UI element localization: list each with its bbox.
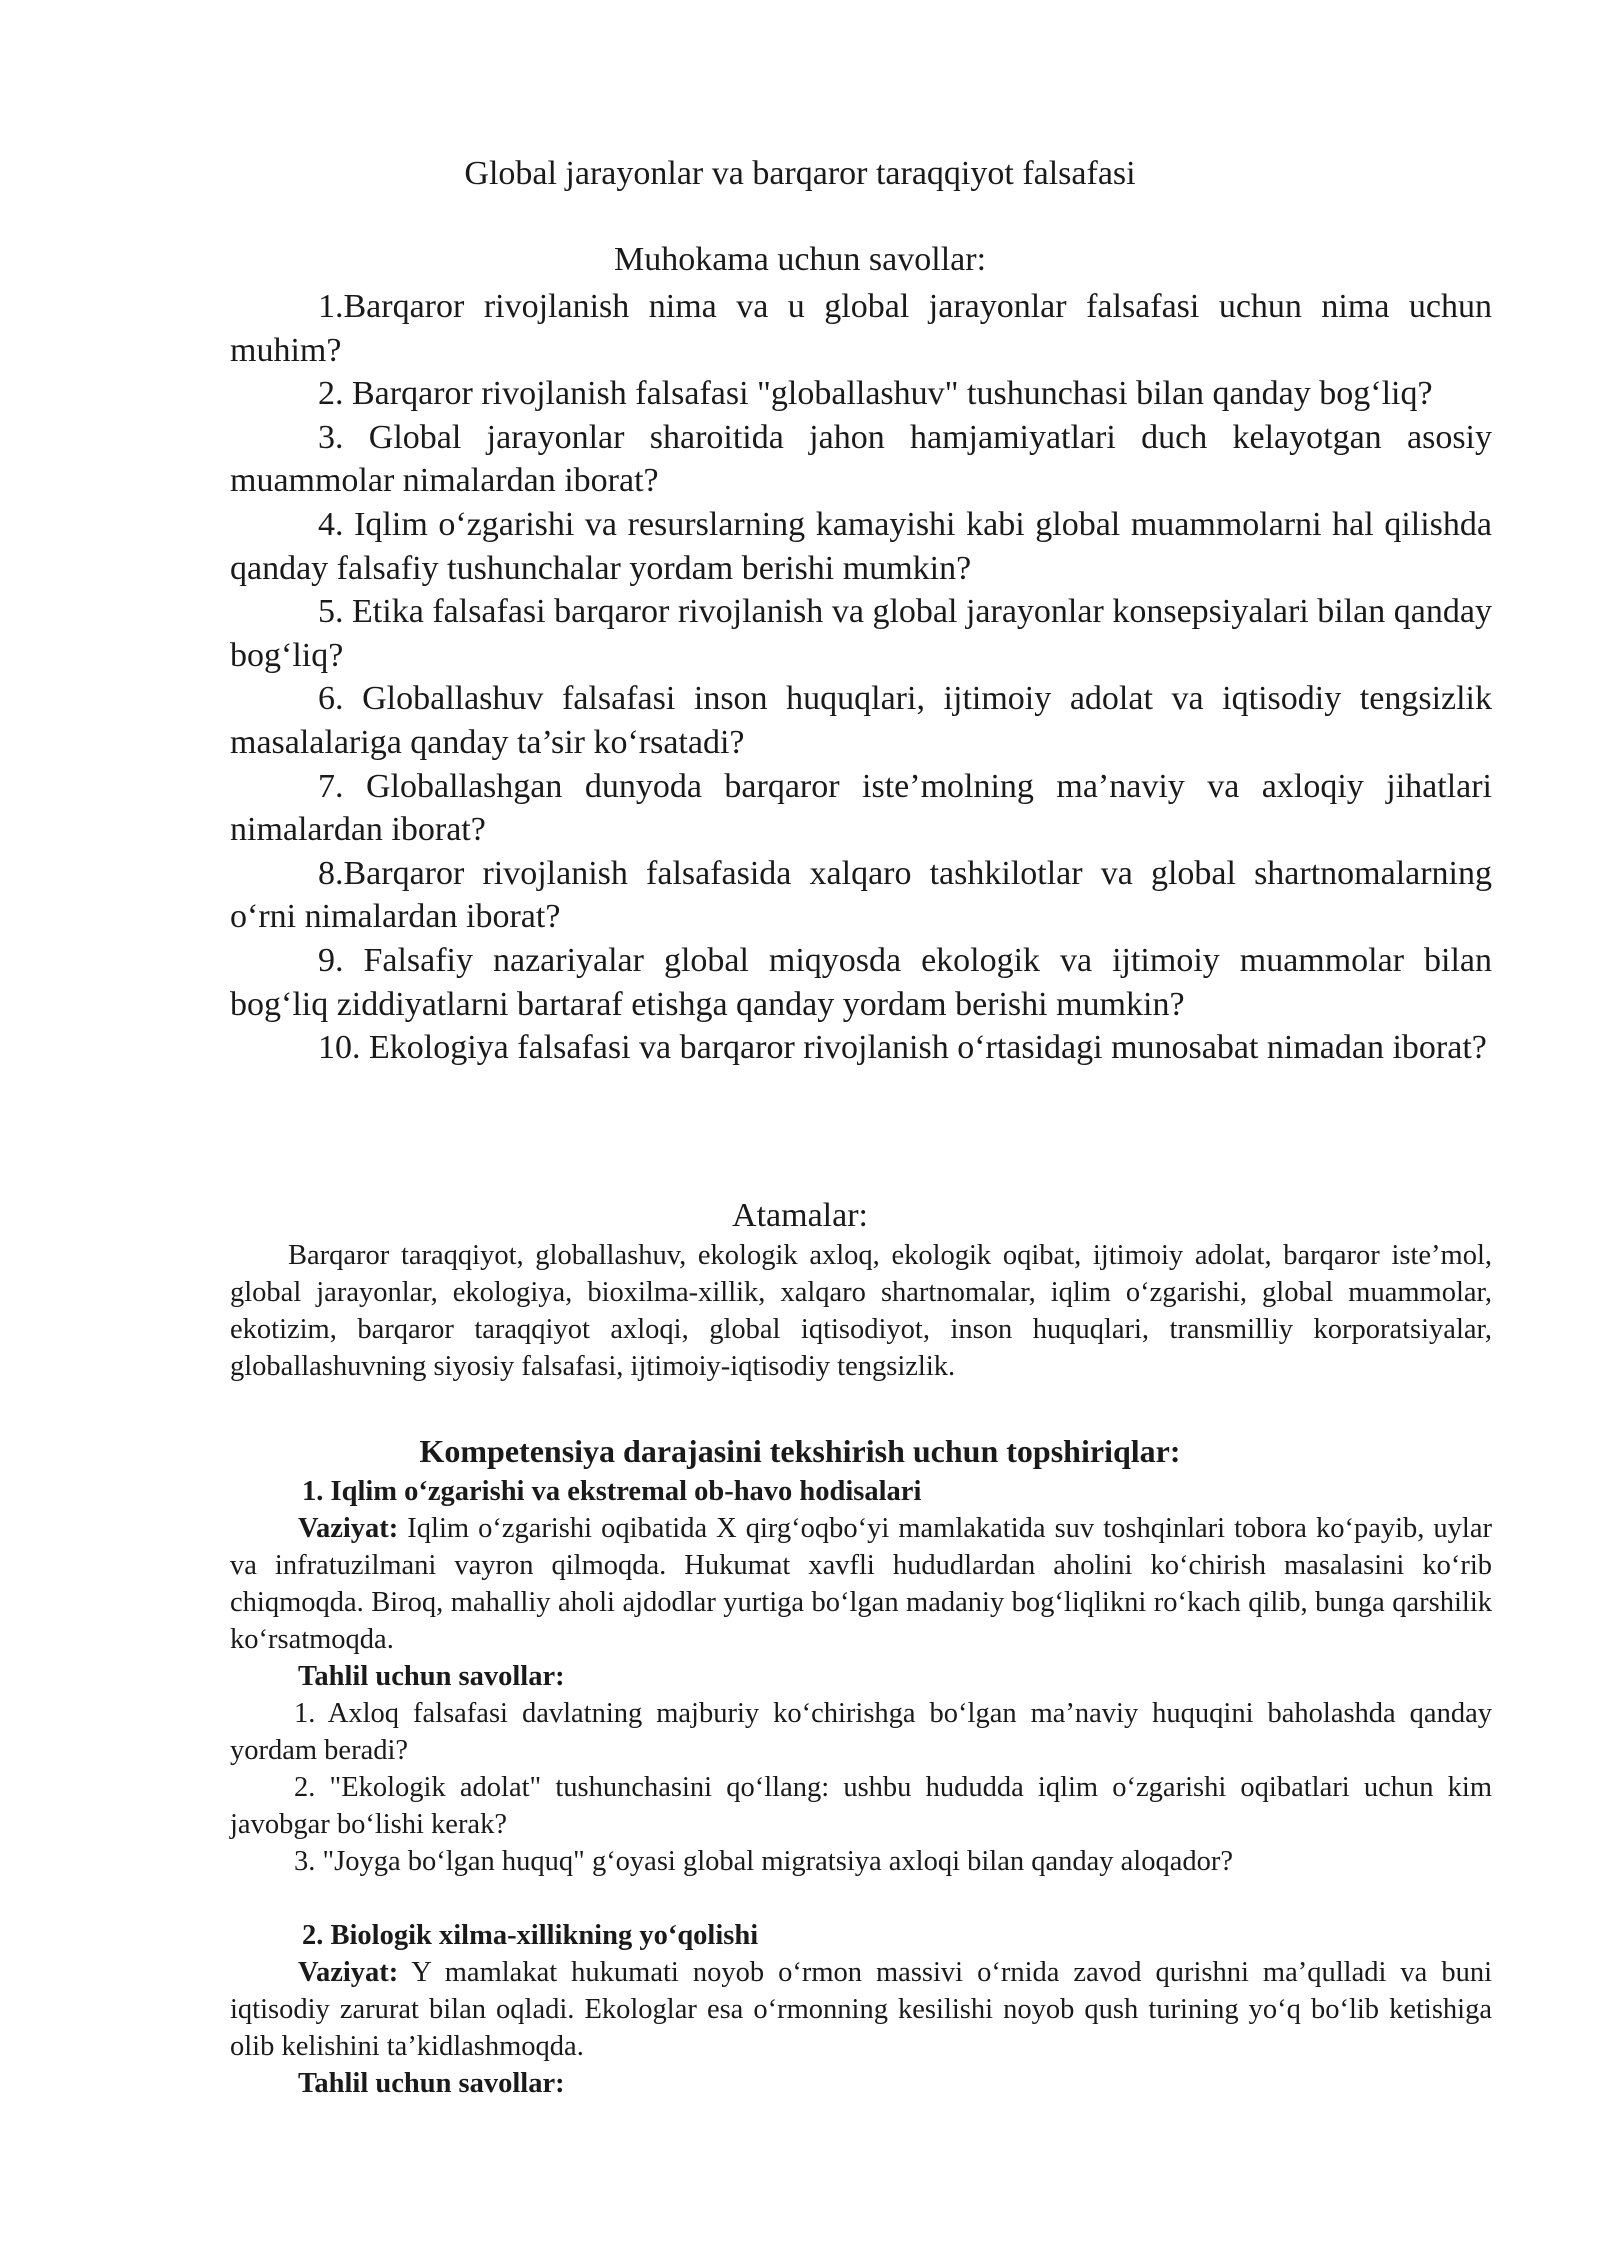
terms-list: Barqaror taraqqiyot, globallashuv, ekologik axloq, ekologik oqibat, ijtimoiy adolat, barqaror iste’mol, global jarayonlar, ekologiya, bioxilma-xillik, xalqaro shartnomalar, iqlim o‘zgarishi, global muammolar, ekotizim, barqaror taraqqiyot axloqi, global iqtisodiyot, inson huquqlari, transmilliy korporatsiyalar, globallashuvning siyosiy falsafasi, ijtimoiy-iqtisodiy tengsizlik. <box>230 1240 1492 1382</box>
situation-label: Vaziyat: <box>298 1957 399 1988</box>
discussion-heading: Muhokama uchun savollar: <box>613 241 987 278</box>
analysis-label: Tahlil uchun savollar: <box>298 1661 565 1692</box>
case-situation <box>230 1954 1492 2065</box>
analysis-label: Tahlil uchun savollar: <box>298 2068 565 2099</box>
competency-heading: Kompetensiya darajasini tekshirish uchun topshiriqlar: <box>419 1433 1181 1469</box>
case-study-2 <box>230 1917 1492 2102</box>
case-study-1 <box>230 1473 1492 1880</box>
discussion-questions <box>230 285 1492 1070</box>
question-item: 4. Iqlim o‘zgarishi va resurslarning kamayishi kabi global muammolarni hal qilishda qanday falsafiy tushunchalar yordam berishi mumkin? <box>230 505 1492 587</box>
analysis-question: 1. Axloq falsafasi davlatning majburiy ko‘chirishga bo‘lgan ma’naviy huquqini baholashda qanday yordam beradi? <box>230 1698 1492 1766</box>
situation-text: Iqlim o‘zgarishi oqibatida X qirg‘oqbo‘yi mamlakatida suv toshqinlari tobora ko‘payib, uylar va infratuzilmani vayron qilmoqda. Hukumat xavfli hududlardan aholini ko‘chirish masalasini ko‘rib chiqmoqda. Biroq, mahalliy aholi ajdodlar yurtiga bo‘lgan madaniy bog‘liqlikni ro‘kach qilib, bunga qarshilik ko‘rsatmoqda. <box>230 1513 1492 1655</box>
case-title: 1. Iqlim o‘zgarishi va ekstremal ob-havo hodisalari <box>302 1476 922 1507</box>
question-item: 3. Global jarayonlar sharoitida jahon hamjamiyatlari duch kelayotgan asosiy muammolar nimalardan iborat? <box>230 418 1492 500</box>
question-item: 5. Etika falsafasi barqaror rivojlanish va global jarayonlar konsepsiyalari bilan qanday bog‘liq? <box>230 593 1492 674</box>
question-item: 7. Globallashgan dunyoda barqaror iste’molning ma’naviy va axloqiy jihatlari nimalardan iborat? <box>230 767 1492 849</box>
question-item: 8.Barqaror rivojlanish falsafasida xalqaro tashkilotlar va global shartnomalarning o‘rni nimalardan iborat? <box>230 854 1492 936</box>
case-title: 2. Biologik xilma-xillikning yo‘qolishi <box>302 1920 759 1951</box>
question-item: 1.Barqaror rivojlanish nima va u global jarayonlar falsafasi uchun nima uchun muhim? <box>230 288 1492 369</box>
terms-heading: Atamalar: <box>732 1197 868 1234</box>
analysis-question: 2. "Ekologik adolat" tushunchasini qo‘llang: ushbu hududda iqlim o‘zgarishi oqibatlari uchun kim javobgar bo‘lishi kerak? <box>230 1772 1492 1840</box>
situation-label: Vaziyat: <box>298 1513 399 1544</box>
document-title: Global jarayonlar va barqaror taraqqiyot falsafasi <box>464 155 1136 192</box>
analysis-question: 3. "Joyga bo‘lgan huquq" g‘oyasi global migratsiya axloqi bilan qanday aloqador? <box>294 1846 1234 1877</box>
question-item: 6. Globallashuv falsafasi inson huquqlari, ijtimoiy adolat va iqtisodiy tengsizlik masalalariga qanday ta’sir ko‘rsatadi? <box>230 680 1492 761</box>
situation-text: Y mamlakat hukumati noyob o‘rmon massivi o‘rnida zavod qurishni ma’qulladi va buni iqtisodiy zarurat bilan oqladi. Ekologlar esa o‘rmonning kesilishi noyob qush turining yo‘q bo‘lib ketishiga olib kelishini ta’kidlashmoqda. <box>230 1957 1492 2062</box>
question-item: 9. Falsafiy nazariyalar global miqyosda ekologik va ijtimoiy muammolar bilan bog‘liq ziddiyatlarni bartaraf etishga qanday yordam berishi mumkin? <box>230 941 1492 1023</box>
question-item: 10. Ekologiya falsafasi va barqaror rivojlanish o‘rtasidagi munosabat nimadan iborat? <box>318 1029 1487 1067</box>
case-situation <box>230 1510 1492 1658</box>
question-item: 2. Barqaror rivojlanish falsafasi "globallashuv" tushunchasi bilan qanday bog‘liq? <box>318 375 1433 413</box>
